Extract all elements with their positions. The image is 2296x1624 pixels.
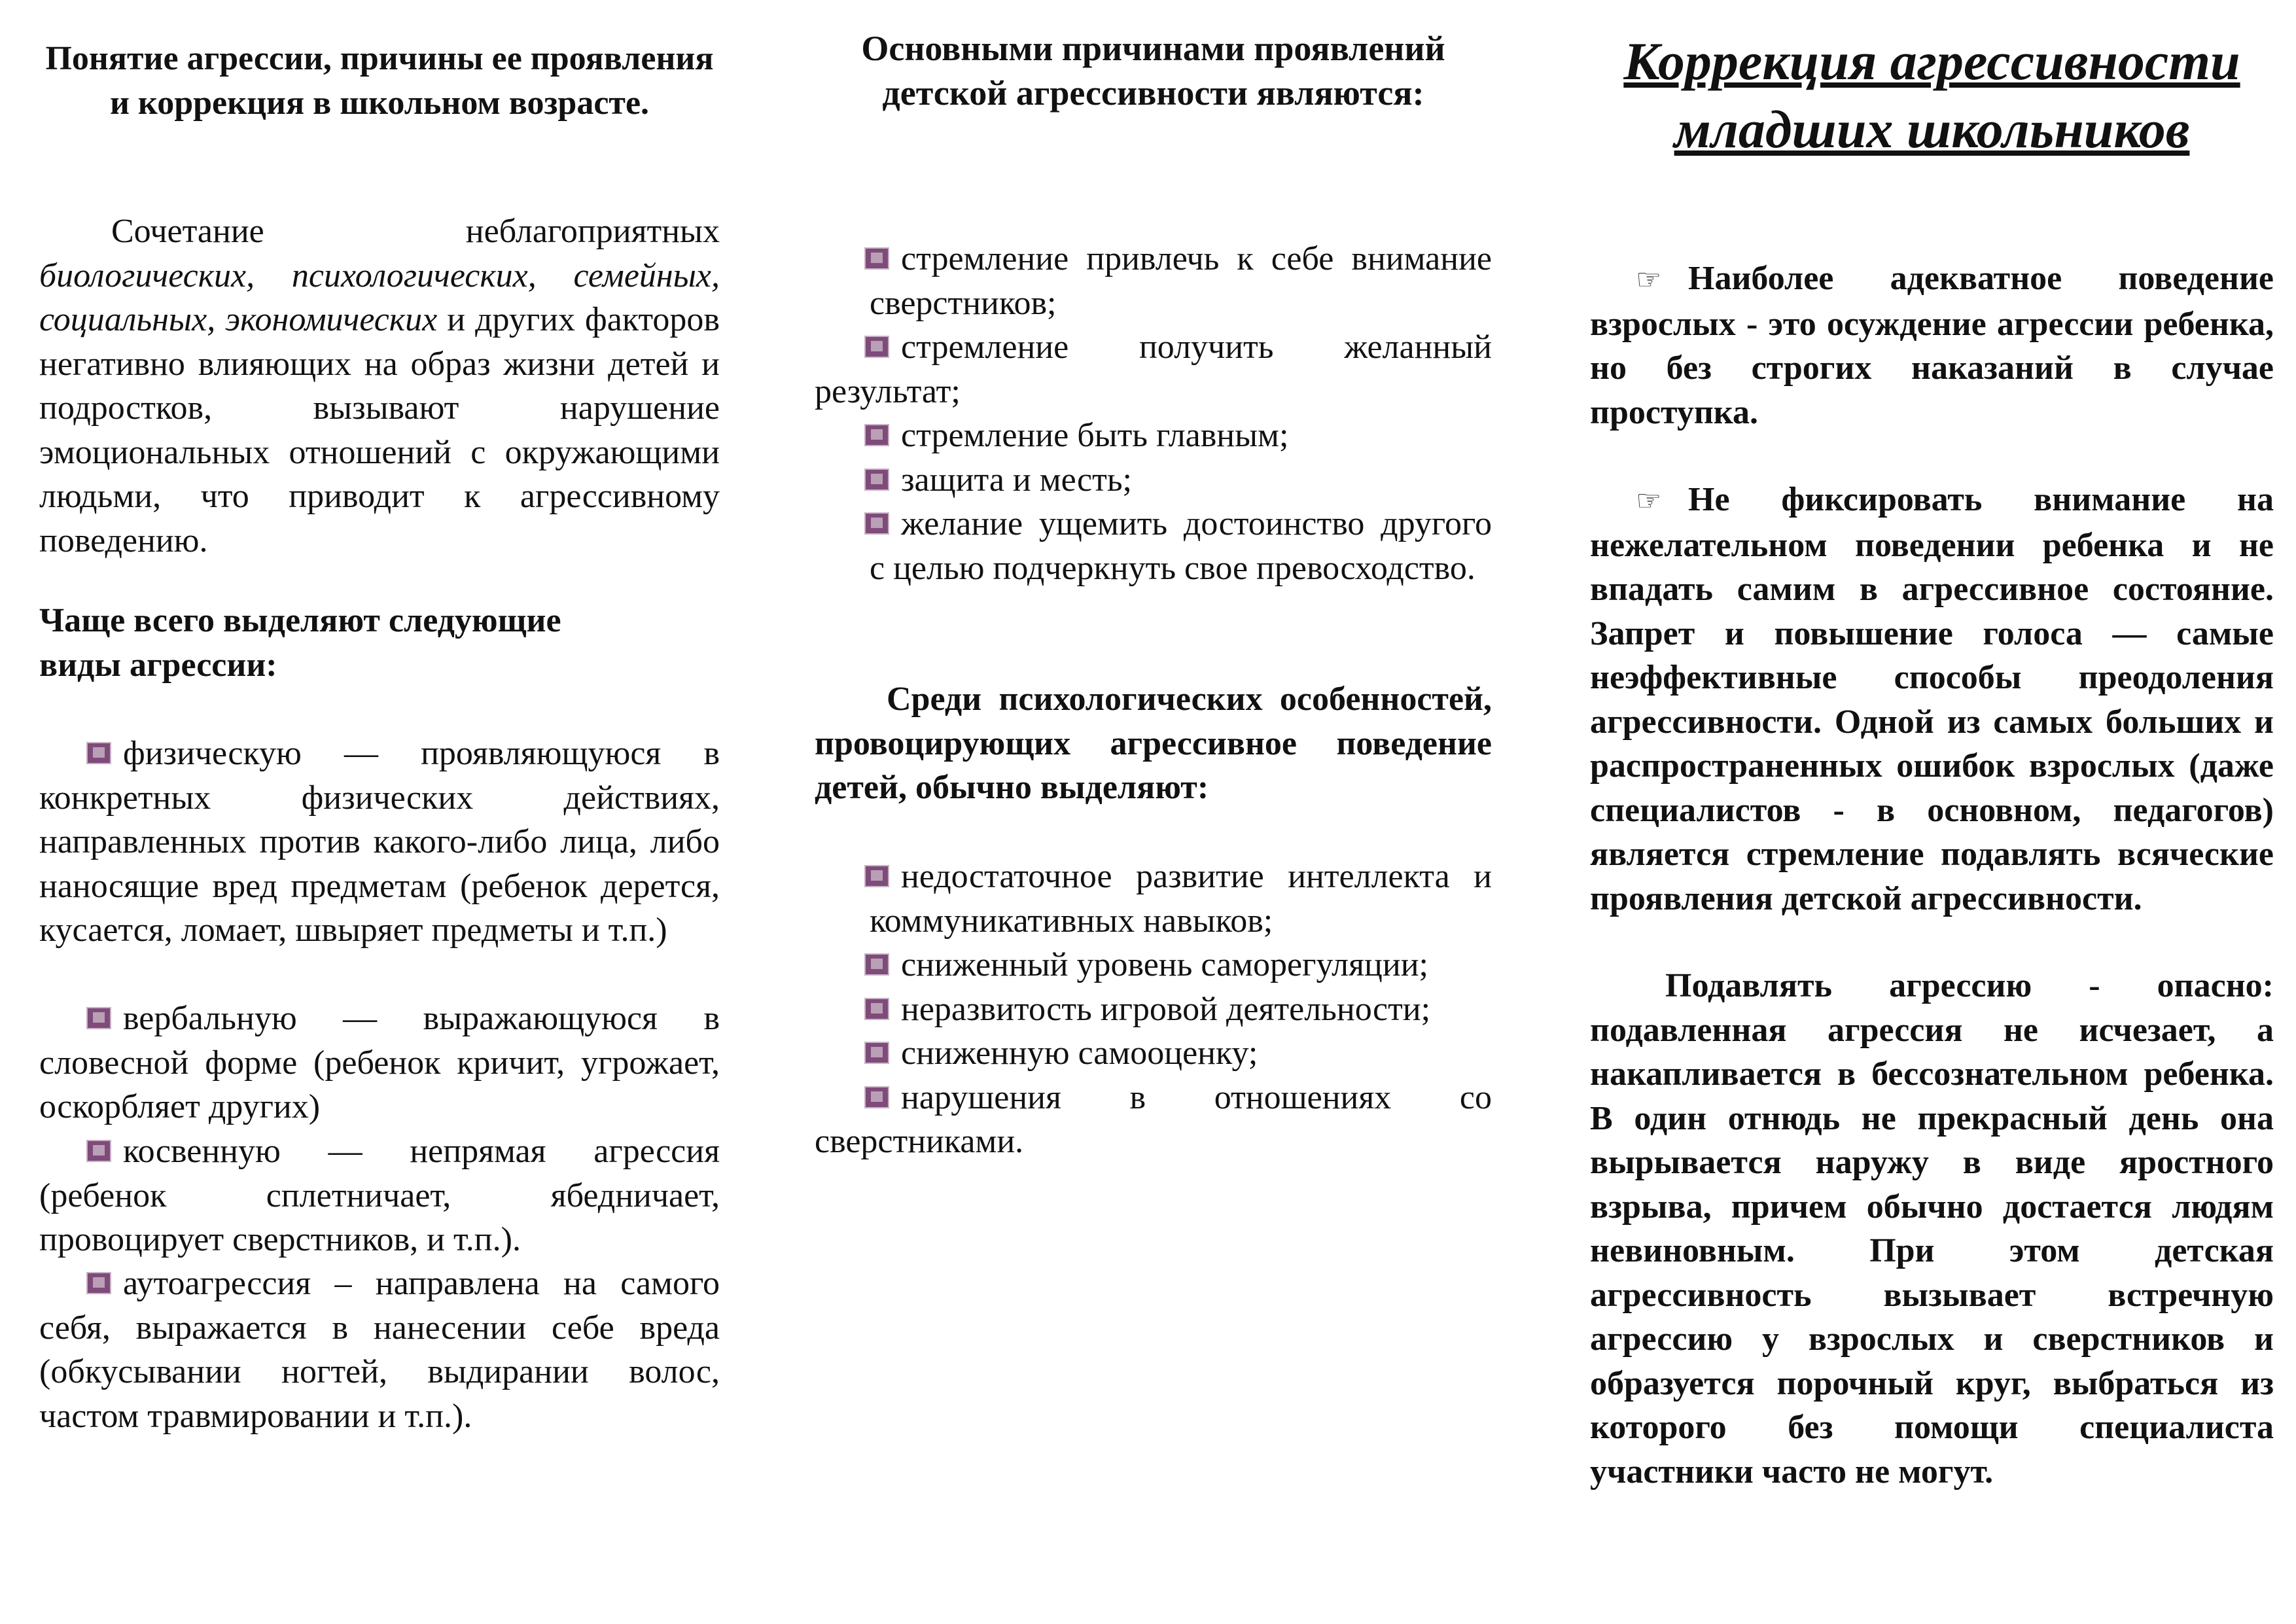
square-bullet-icon: [85, 1139, 114, 1165]
tip-item: [1590, 256, 2274, 434]
tip-item: [1590, 478, 2274, 921]
section-heading-causes: Основными причинами проявлений детской агрессивности являются:: [861, 29, 1445, 113]
feature-text: сниженный уровень саморегуляции;: [901, 946, 1428, 983]
feature-text: нарушения в отношениях со сверстниками.: [815, 1078, 1492, 1160]
cause-item: [815, 458, 1492, 503]
square-bullet-icon: [85, 1271, 114, 1297]
closing-paragraph: Подавлять агрессию - опасно: подавленная агрессия не исчезает, а накапливается в бессознательном ребенка. В один отнюдь не прекрасный день она вырывается наружу в виде яростного взрыва, причем обычно достается людям невиновным. При этом детская агрессивность вызывает встречную агрессию у взрослых и сверстников и образуется порочный круг, выбраться из которого без помощи специалиста участники часто не могут.: [1590, 967, 2274, 1491]
pointing-hand-icon: ☞: [1636, 485, 1662, 517]
features-list: [815, 855, 1492, 1164]
square-bullet-icon: [863, 423, 892, 449]
feature-item: [815, 1031, 1492, 1076]
causes-list: [815, 237, 1492, 590]
pointing-hand-icon: ☞: [1636, 264, 1662, 296]
feature-text: сниженную самооценку;: [901, 1034, 1258, 1072]
intro-text-lead: Сочетание неблагоприятных: [111, 213, 720, 250]
brochure-title: Коррекция агрессивности младших школьников: [1623, 31, 2240, 159]
square-bullet-icon: [863, 864, 892, 890]
tip-text: Не фиксировать внимание на нежелательном поведении ребенка и не впадать самим в агрессивное состояние. Запрет и повышение голоса — самые неэффективные способы преодоления агрессивности. Одной из самых больших и распространенных ошибок взрослых (даже специалистов - в основном, педагогов) является стремление подавлять всяческие проявления детской агрессивности.: [1590, 481, 2274, 917]
cause-item: [815, 325, 1492, 414]
cause-text: защита и месть;: [901, 461, 1133, 499]
cause-item: [815, 414, 1492, 458]
aggression-type-text: косвенную — непрямая агрессия (ребенок сплетничает, ябедничает, провоцирует сверстников, и т.п.).: [39, 1133, 720, 1258]
square-bullet-icon: [863, 1040, 892, 1067]
intro-text-rest: и других факторов негативно влияющих на образ жизни детей и подростков, вызывают нарушение эмоциональных отношений с окружающими людьми, что приводит к агрессивному поведению.: [39, 301, 720, 559]
cause-text: стремление быть главным;: [901, 417, 1289, 454]
cause-text: стремление привлечь к себе внимание сверстников;: [870, 240, 1492, 322]
square-bullet-icon: [863, 1085, 892, 1111]
cause-item: [815, 237, 1492, 325]
feature-item: [815, 987, 1492, 1032]
aggression-type-item: [39, 1262, 720, 1438]
feature-item: [815, 943, 1492, 987]
square-bullet-icon: [85, 741, 114, 767]
features-heading: Среди психологических особенностей, провоцирующих агрессивное поведение детей, обычно выделяют:: [815, 680, 1492, 806]
square-bullet-icon: [863, 246, 892, 272]
aggression-type-text: физическую — проявляющуюся в конкретных физических действиях, направленных против какого-либо лица, либо наносящие вред предметам (ребенок дерется, кусается, ломает, швыряет предметы и т.п.): [39, 735, 720, 949]
square-bullet-icon: [85, 1006, 114, 1032]
square-bullet-icon: [863, 952, 892, 978]
types-heading: Чаще всего выделяют следующие виды агрессии:: [39, 602, 561, 684]
cause-text: стремление получить желанный результат;: [815, 328, 1492, 410]
feature-text: недостаточное развитие интеллекта и коммуникативных навыков;: [870, 858, 1492, 940]
cause-item: [815, 502, 1492, 590]
tip-text: Наиболее адекватное поведение взрослых - это осуждение агрессии ребенка, но без строгих наказаний в случае проступка.: [1590, 260, 2274, 431]
aggression-type-item: [39, 732, 720, 953]
section-heading-concept: Понятие агрессии, причины ее проявления и коррекция в школьном возрасте.: [45, 40, 714, 122]
aggression-type-text: вербальную — выражающуюся в словесной форме (ребенок кричит, угрожает, оскорбляет других): [39, 1000, 720, 1125]
square-bullet-icon: [863, 997, 892, 1023]
feature-item: [815, 855, 1492, 943]
cause-text: желание ущемить достоинство другого с целью подчеркнуть свое превосходство.: [870, 505, 1492, 587]
aggression-type-text: аутоагрессия – направлена на самого себя, выражается в нанесении себе вреда (обкусывании ногтей, выдирании волос, частом травмировании и т.п.).: [39, 1265, 720, 1435]
feature-item: [815, 1076, 1492, 1164]
square-bullet-icon: [863, 467, 892, 493]
intro-text-factors: биологических, психологических, семейных, социальных, экономических: [39, 256, 720, 338]
square-bullet-icon: [863, 334, 892, 361]
feature-text: неразвитость игровой деятельности;: [901, 990, 1431, 1028]
aggression-type-item: [39, 997, 720, 1129]
square-bullet-icon: [863, 511, 892, 537]
intro-paragraph: [39, 209, 720, 563]
aggression-type-item: [39, 1129, 720, 1262]
